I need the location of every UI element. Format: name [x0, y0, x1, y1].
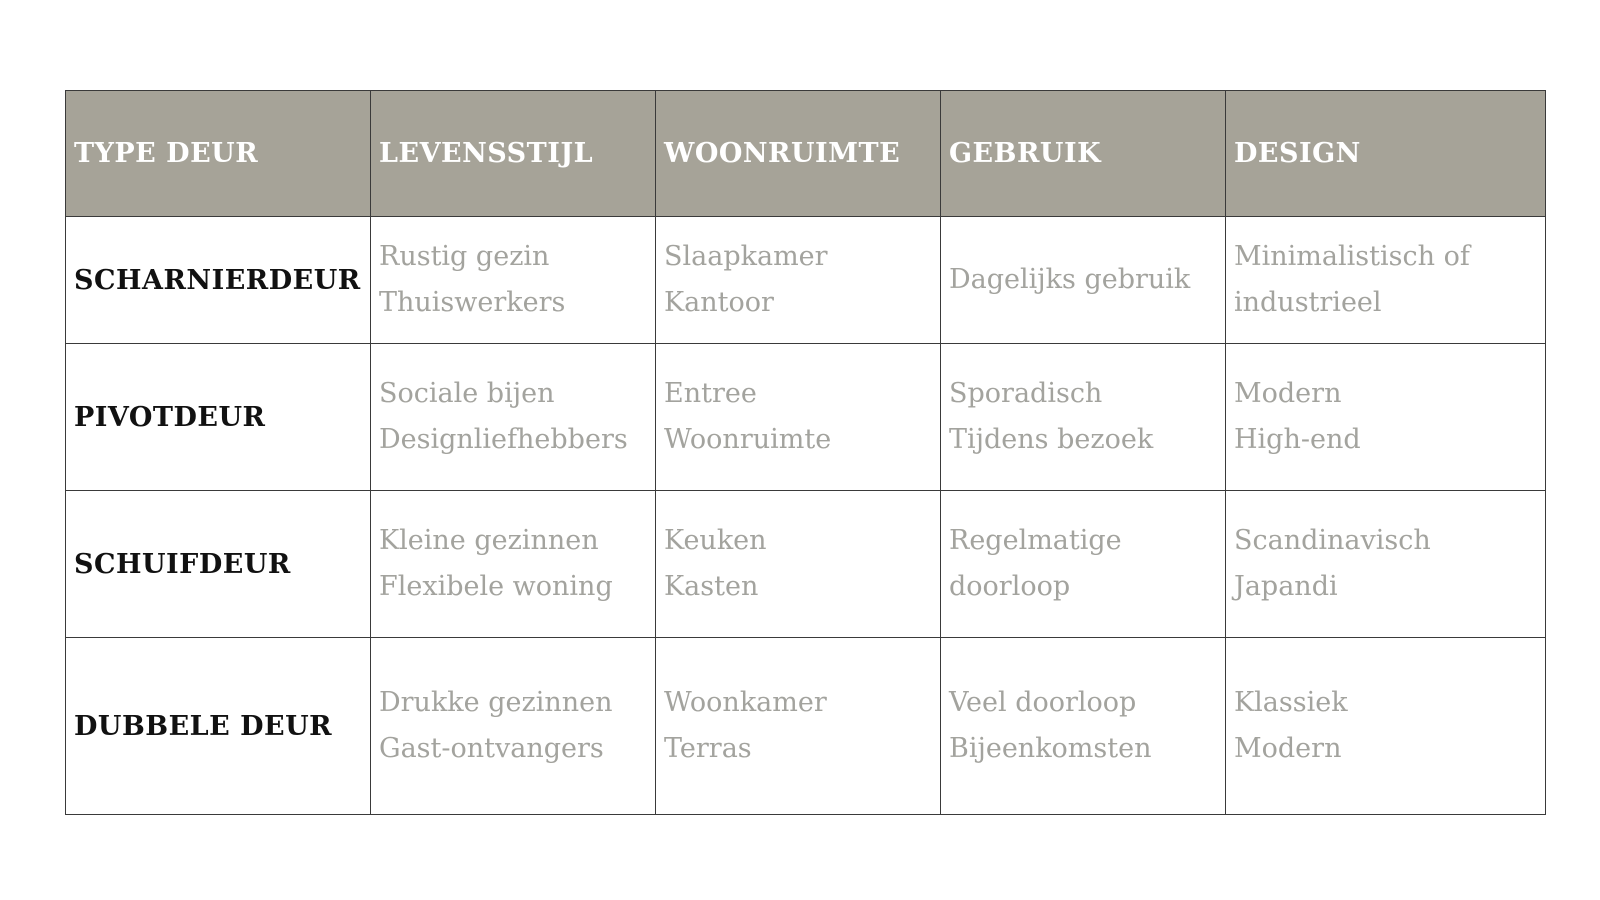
header-levensstijl: LEVENSSTIJL [371, 91, 656, 217]
cell-line: Kleine gezinnen [379, 525, 599, 556]
cell-line: Bijeenkomsten [949, 733, 1152, 764]
cell-line: Sporadisch [949, 378, 1103, 409]
cell-woonruimte [656, 217, 941, 344]
cell-line: Regelmatige doorloop [949, 525, 1122, 602]
table-header-row [66, 91, 1546, 217]
cell-gebruik [941, 217, 1226, 344]
cell-line: Slaapkamer [664, 241, 828, 272]
header-type-deur: TYPE DEUR [66, 91, 371, 217]
cell-line: Modern [1234, 733, 1342, 764]
cell-line: Scandinavisch [1234, 525, 1431, 556]
header-design: DESIGN [1226, 91, 1546, 217]
cell-levensstijl [371, 344, 656, 491]
cell-line: Dagelijks gebruik [949, 264, 1191, 295]
cell-woonruimte [656, 491, 941, 638]
cell-design [1226, 344, 1546, 491]
cell-line: Drukke gezinnen [379, 687, 613, 718]
row-heading-schuifdeur: SCHUIFDEUR [66, 491, 371, 638]
cell-line: Klassiek [1234, 687, 1348, 718]
cell-line: Kasten [664, 571, 759, 602]
cell-design [1226, 638, 1546, 815]
row-heading-pivotdeur: PIVOTDEUR [66, 344, 371, 491]
cell-line: Designliefhebbers [379, 424, 628, 455]
cell-line: High-end [1234, 424, 1361, 455]
header-woonruimte: WOONRUIMTE [656, 91, 941, 217]
cell-line: Tijdens bezoek [949, 424, 1154, 455]
cell-line: Thuiswerkers [379, 287, 566, 318]
cell-levensstijl [371, 638, 656, 815]
table-row [66, 344, 1546, 491]
cell-gebruik [941, 344, 1226, 491]
cell-gebruik [941, 638, 1226, 815]
cell-line: Woonruimte [664, 424, 832, 455]
table-row [66, 491, 1546, 638]
table-row [66, 638, 1546, 815]
cell-line: Entree [664, 378, 757, 409]
header-gebruik: GEBRUIK [941, 91, 1226, 217]
cell-design [1226, 491, 1546, 638]
cell-levensstijl [371, 217, 656, 344]
cell-line: Kantoor [664, 287, 774, 318]
cell-woonruimte [656, 638, 941, 815]
cell-line: Rustig gezin [379, 241, 550, 272]
cell-woonruimte [656, 344, 941, 491]
row-heading-scharnierdeur: SCHARNIERDEUR [66, 217, 371, 344]
cell-line: Minimalistisch of industrieel [1234, 241, 1470, 318]
cell-line: Modern [1234, 378, 1342, 409]
table-row [66, 217, 1546, 344]
cell-line: Japandi [1234, 571, 1338, 602]
cell-line: Keuken [664, 525, 767, 556]
cell-line: Gast-ontvangers [379, 733, 604, 764]
cell-line: Terras [664, 733, 752, 764]
cell-line: Veel doorloop [949, 687, 1137, 718]
cell-line: Woonkamer [664, 687, 827, 718]
cell-gebruik [941, 491, 1226, 638]
cell-design [1226, 217, 1546, 344]
cell-levensstijl [371, 491, 656, 638]
door-comparison-table [65, 90, 1546, 815]
row-heading-dubbele-deur: DUBBELE DEUR [66, 638, 371, 815]
cell-line: Sociale bijen [379, 378, 555, 409]
cell-line: Flexibele woning [379, 571, 613, 602]
